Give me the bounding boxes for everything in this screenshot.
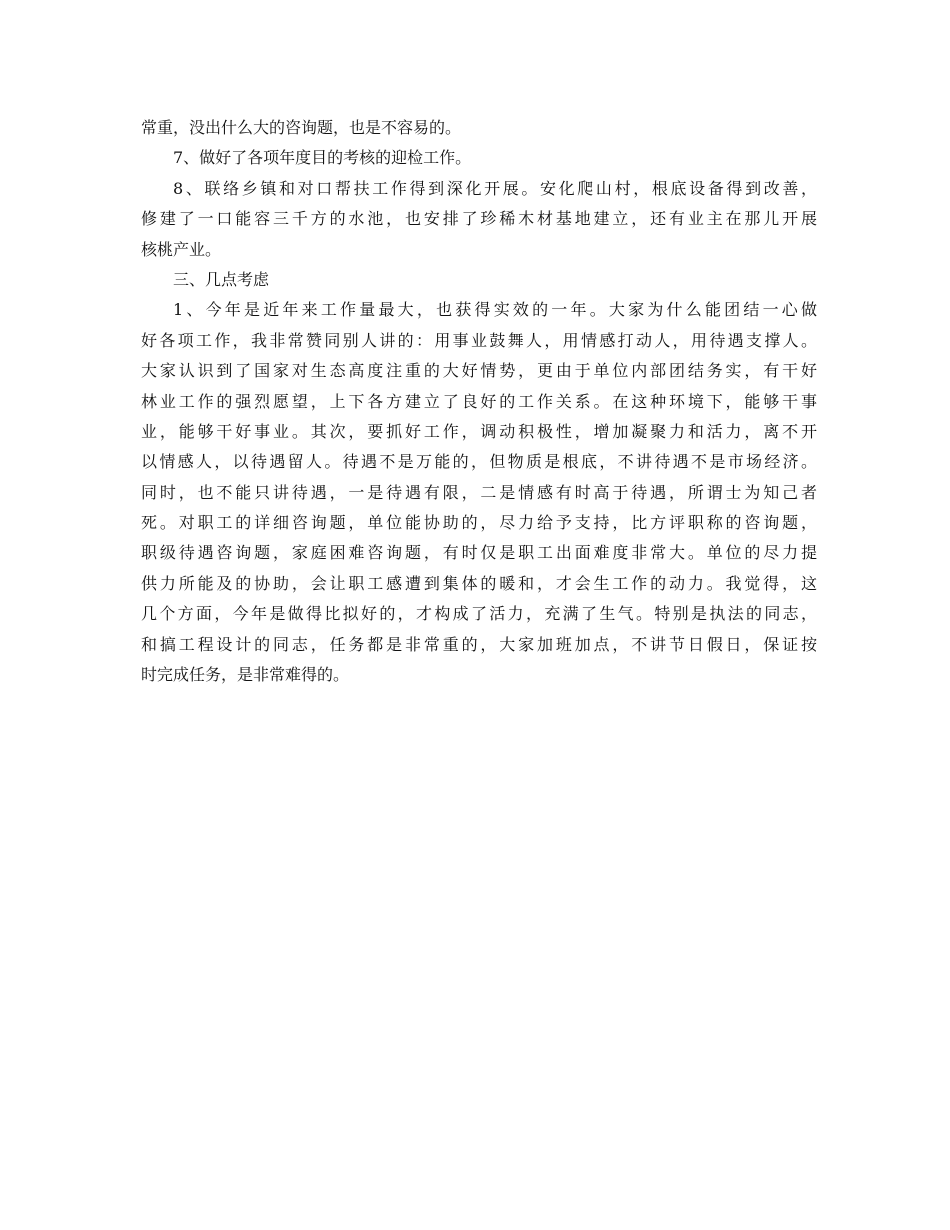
paragraph-line: 核桃产业。 (141, 239, 222, 259)
paragraph-line: 大家认识到了国家对生态高度注重的大好情势，更由于单位内部团结务实，有干好 (141, 361, 817, 381)
paragraph-line: 8、联络乡镇和对口帮扶工作得到深化开展。安化爬山村，根底设备得到改善， (173, 178, 817, 198)
document-body (141, 113, 817, 690)
section-heading: 三、几点考虑 (173, 269, 270, 289)
paragraph-line: 好各项工作，我非常赞同别人讲的：用事业鼓舞人，用情感打动人，用待遇支撑人。 (141, 330, 817, 350)
paragraph-line: 修建了一口能容三千方的水池，也安排了珍稀木材基地建立，还有业主在那儿开展 (141, 209, 817, 229)
paragraph-line: 时完成任务，是非常难得的。 (141, 665, 350, 685)
paragraph-line: 几个方面，今年是做得比拟好的，才构成了活力，充满了生气。特别是执法的同志， (141, 604, 817, 624)
paragraph-line: 业，能够干好事业。其次，要抓好工作，调动积极性，增加凝聚力和活力，离不开 (141, 421, 817, 441)
paragraph-line: 以情感人，以待遇留人。待遇不是万能的，但物质是根底，不讲待遇不是市场经济。 (141, 452, 817, 472)
paragraph-line: 职级待遇咨询题，家庭困难咨询题，有时仅是职工出面难度非常大。单位的尽力提 (141, 543, 817, 563)
paragraph-line: 死。对职工的详细咨询题，单位能协助的，尽力给予支持，比方评职称的咨询题， (141, 513, 817, 533)
paragraph-line: 供力所能及的协助，会让职工感遭到集体的暖和，才会生工作的动力。我觉得，这 (141, 573, 817, 593)
paragraph-line: 常重，没出什么大的咨询题，也是不容易的。 (141, 118, 462, 137)
paragraph-line: 7、做好了各项年度目的考核的迎检工作。 (173, 148, 472, 168)
paragraph-line: 林业工作的强烈愿望，上下各方建立了良好的工作关系。在这种环境下，能够干事 (141, 391, 817, 411)
paragraph-line: 和搞工程设计的同志，任务都是非常重的，大家加班加点，不讲节日假日，保证按 (141, 634, 817, 654)
paragraph-line: 1、今年是近年来工作量最大，也获得实效的一年。大家为什么能团结一心做 (173, 300, 817, 320)
paragraph-line: 同时，也不能只讲待遇，一是待遇有限，二是情感有时高于待遇，所谓士为知己者 (141, 482, 817, 502)
